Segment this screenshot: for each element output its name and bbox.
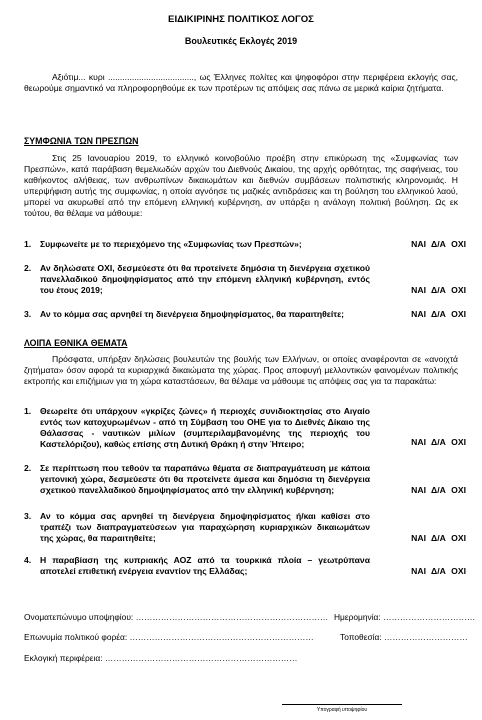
signature-label: Υπογραφή υποψηφίου <box>316 707 368 713</box>
question-number: 2. <box>24 263 32 273</box>
question-text: Συμφωνείτε με το περιεχόμενο της «Συμφωνίας των Πρεσπών»; <box>40 239 302 249</box>
place-label: Τοποθεσία: <box>340 632 382 642</box>
district-value[interactable]: …………………………………………………………… <box>104 653 298 663</box>
answer-options[interactable]: ΝΑΙ Δ/Α ΟΧΙ <box>411 533 466 543</box>
intro-paragraph: Αξιότιμ... κυρι ...................................., ως Έλληνες πολίτες και ψηφοφόροι στην περιφέρεια εκλογής σας, θεωρούμε σημαντικό να πληροφορηθούμε εκ των προτέρων τις απόψεις σας πάνω σε μερικά καίρια ζητήματα. <box>24 72 458 93</box>
question-number: 1. <box>24 406 32 416</box>
candidate-name-value[interactable]: …………………………………………………………… <box>135 612 329 622</box>
section-heading-prespes: ΣΥΜΦΩΝΙΑ ΤΩΝ ΠΡΕΣΠΩΝ <box>24 136 139 146</box>
answer-options[interactable]: ΝΑΙ Δ/Α ΟΧΙ <box>411 285 466 295</box>
question-text: Αν το κόμμα σας αρνηθεί τη διενέργεια δημοψηφίσματος, θα παραιτηθείτε; <box>40 309 345 319</box>
date-label: Ημερομηνία: <box>334 612 381 622</box>
question-number: 1. <box>24 239 32 249</box>
party-label: Επωνυμία πολιτικού φορέα: <box>24 632 128 642</box>
party-value[interactable]: ………………………………………………………… <box>129 632 314 642</box>
answer-options[interactable]: ΝΑΙ Δ/Α ΟΧΙ <box>411 485 466 495</box>
answer-options[interactable]: ΝΑΙ Δ/Α ΟΧΙ <box>411 566 466 576</box>
district-label: Εκλογική περιφέρεια: <box>24 653 103 663</box>
question-text: Αν το κόμμα σας αρνηθεί τη διενέργεια δημοψηφίσματος ή/και καθίσει στο τραπέζι των διαπραγματεύσεων για παραχώρηση κυριαρχικών δικαιωμάτων της χώρας, θα παραιτηθείτε; <box>40 511 370 543</box>
question-number: 2. <box>24 463 32 473</box>
candidate-name-label: Ονοματεπώνυμο υποψηφίου: <box>24 612 134 622</box>
question-text: Σε περίπτωση που τεθούν τα παραπάνω θέματα σε διαπραγμάτευση με κάποια γειτονική χώρα, δεσμεύεστε ότι θα προτείνετε άμεσα και δημόσια τη διενέργεια σχετικού πανελλαδικού δημοψηφίσματος από την ελληνική κυβέρνηση; <box>40 463 370 495</box>
question-text: Αν δηλώσατε ΟΧΙ, δεσμεύεστε ότι θα προτείνετε δημόσια τη διενέργεια σχετικού πανελλαδικού δημοψηφίσματος από την επόμενη ελληνική κυβέρνηση, εντός του έτους 2019; <box>40 263 370 295</box>
candidate-name-field[interactable] <box>24 612 328 622</box>
date-value[interactable]: …………………………… <box>383 612 476 622</box>
section-paragraph-national: Πρόσφατα, υπήρξαν δηλώσεις βουλευτών της βουλής των Ελλήνων, οι οποίες αναφέρονται σε «ανοιχτά ζητήματα» όσον αφορά τα κυριαρχικά δικαιώματα της χώρας. Προς αποφυγή μελλοντικών φαινομένων πολιτικής εκτροπής και επιζήμιων για τη χώρα καταστάσεων, θα θέλαμε να μάθουμε τις απόψεις σας για τα παρακάτω: <box>24 354 458 386</box>
signature-line[interactable] <box>282 704 402 705</box>
place-field[interactable] <box>340 632 468 642</box>
date-field[interactable] <box>334 612 475 622</box>
party-field[interactable] <box>24 632 314 642</box>
page-title: ΕΙΔΙΚΙΡΙΝΗΣ ΠΟΛΙΤΙΚΟΣ ΛΟΓΟΣ <box>168 14 314 25</box>
section-paragraph-prespes: Στις 25 Ιανουαρίου 2019, το ελληνικό κοινοβούλιο προέβη στην επικύρωση της «Συμφωνίας των Πρεσπών», κατά παράβαση θεμελιωδών αρχών του Διεθνούς Δικαίου, της αρχής ορθότητας, της σαφήνειας, του καθήκοντος αλήθειας, των ανθρωπίνων δικαιωμάτων και διεθνών συμβάσεων πολιτιστικής κληρονομιάς. Η υπερψήφιση αυτής της συμφωνίας, η οποία αγνόησε τις μαζικές αντιδράσεις και τη βούληση του ελληνικού λαού, μπορεί να ακυρωθεί από την επόμενη ελληνική κυβέρνηση, αν υπάρξει η ανάλογη πολιτική βούληση. Ως εκ τούτου, θα θέλαμε να μάθουμε: <box>24 153 458 218</box>
question-number: 3. <box>24 309 32 319</box>
question-number: 4. <box>24 555 32 565</box>
district-field[interactable] <box>24 653 298 663</box>
answer-options[interactable]: ΝΑΙ Δ/Α ΟΧΙ <box>411 239 466 249</box>
page-subtitle: Βουλευτικές Εκλογές 2019 <box>184 36 298 46</box>
answer-options[interactable]: ΝΑΙ Δ/Α ΟΧΙ <box>411 437 466 447</box>
place-value[interactable]: ………………………… <box>383 632 468 642</box>
question-text: Θεωρείτε ότι υπάρχουν «γκρίζες ζώνες» ή περιοχές συνιδιοκτησίας στο Αιγαίο εντός των κατοχυρωμένων - από τη Σύμβαση του ΟΗΕ για το Διεθνές Δίκαιο της Θάλασσας - ναυτικών μιλίων (συμπεριλαμβανομένης της περιοχής του Καστελόριζου), καθώς επίσης στη Δυτική Θράκη ή στην Ήπειρο; <box>40 406 370 449</box>
answer-options[interactable]: ΝΑΙ Δ/Α ΟΧΙ <box>411 309 466 319</box>
section-heading-national: ΛΟΙΠΑ ΕΘΝΙΚΑ ΘΕΜΑΤΑ <box>24 338 128 348</box>
question-text: Η παραβίαση της κυπριακής ΑΟΖ από τα τουρκικά πλοία – γεωτρύπανα αποτελεί επιθετική ενέργεια εναντίον της Ελλάδας; <box>40 555 370 576</box>
question-number: 3. <box>24 511 32 521</box>
